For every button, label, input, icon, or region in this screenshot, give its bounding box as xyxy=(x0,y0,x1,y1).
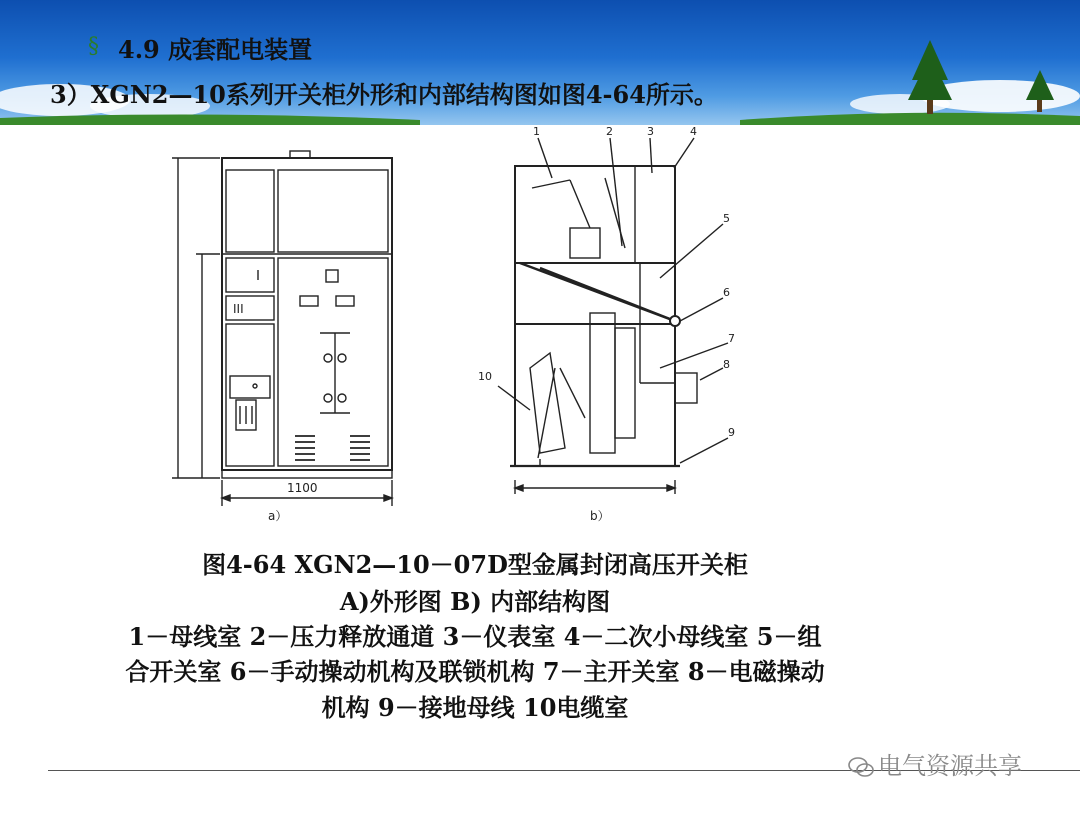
callout-7: 7 xyxy=(728,332,735,345)
legend-line-3: 机构 9－接地母线 10电缆室 xyxy=(321,693,629,722)
wechat-icon xyxy=(848,757,874,777)
callout-5: 5 xyxy=(723,212,730,225)
width-dimension: 1100 xyxy=(287,481,318,495)
panel-a-drawing xyxy=(172,151,392,523)
callout-10: 10 xyxy=(478,370,492,383)
legend-line-2: 合开关室 6－手动操动机构及联锁机构 7－主开关室 8－电磁操动 xyxy=(125,657,825,686)
callout-9: 9 xyxy=(728,426,735,439)
slide-subtitle: 3）XGN2—10系列开关柜外形和内部结构图如图4-64所示。 xyxy=(50,80,718,109)
panel-b-drawing xyxy=(478,125,735,523)
legend-line-1: 1－母线室 2－压力释放通道 3－仪表室 4－二次小母线室 5－组 xyxy=(128,622,822,651)
watermark-text: 电气资源共享 xyxy=(878,752,1022,780)
switchgear-figure xyxy=(160,118,760,542)
panel-a-label: a） xyxy=(268,509,288,523)
relay-label: III xyxy=(233,302,244,316)
callout-4: 4 xyxy=(690,125,697,138)
watermark xyxy=(848,746,1022,781)
figure-caption-subtitle: A)外形图 B) 内部结构图 xyxy=(339,587,611,616)
callout-6: 6 xyxy=(723,286,730,299)
panel-b-label: b） xyxy=(590,509,610,523)
callout-3: 3 xyxy=(647,125,654,138)
figure-caption-title: 图4-64 XGN2—10－07D型金属封闭高压开关柜 xyxy=(202,550,748,579)
callout-2: 2 xyxy=(606,125,613,138)
bullet-icon: § xyxy=(88,34,99,59)
callout-8: 8 xyxy=(723,358,730,371)
section-title: 4.9 成套配电装置 xyxy=(118,35,313,64)
callout-1: 1 xyxy=(533,125,540,138)
